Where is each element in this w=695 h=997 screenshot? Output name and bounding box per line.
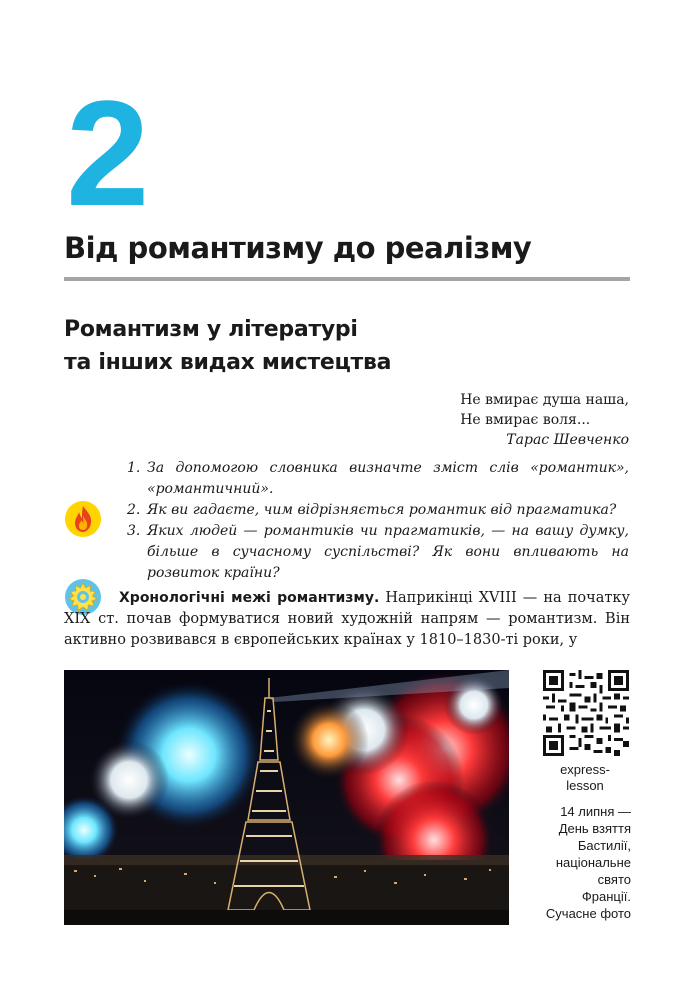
chapter-number: 2 — [66, 69, 150, 237]
epigraph-line-1: Не вмирає душа наша, — [460, 392, 629, 408]
qr-code[interactable] — [543, 670, 629, 756]
body-paragraph — [64, 588, 630, 651]
qr-caption-line-1: express- — [560, 762, 610, 777]
qr-caption — [530, 762, 640, 794]
question-item — [127, 458, 629, 500]
question-number: 3. — [127, 523, 141, 539]
fire-icon — [64, 500, 102, 538]
chapter-title: Від романтизму до реалізму — [64, 231, 532, 265]
question-text: За допомогою словника визначте зміст слів «романтик», «романтичний». — [147, 460, 629, 497]
section-title — [64, 313, 391, 379]
fireworks-photo — [64, 670, 509, 925]
epigraph-author: Тарас Шевченко — [506, 432, 629, 448]
question-item — [127, 521, 629, 584]
question-text: Як ви гадаєте, чим відрізняється романтик від прагматика? — [147, 502, 617, 518]
question-list — [127, 458, 629, 584]
paragraph-text: Наприкінці XVIII — на початку XIX ст. почав формуватися новий художній напрям — романтизм. Він активно розвивався в європейських країнах у 1810–1830-ті роки, у — [64, 590, 630, 648]
question-item — [127, 500, 629, 521]
epigraph-line-2: Не вмирає воля... — [460, 412, 591, 428]
question-number: 2. — [127, 502, 141, 518]
epigraph — [460, 390, 629, 450]
section-title-line-1: Романтизм у літературі — [64, 317, 358, 342]
section-title-line-2: та інших видах мистецтва — [64, 350, 392, 375]
photo-caption: 14 липня — День взяття Бастилії, національне свято Франції. Сучасне фото — [545, 804, 631, 921]
qr-caption-line-2: lesson — [566, 778, 604, 793]
chapter-divider — [64, 277, 630, 281]
question-text: Яких людей — романтиків чи прагматиків, — на вашу думку, більше в сучасному суспільстві? Як вони впливають на розвиток країни? — [147, 523, 629, 581]
question-number: 1. — [127, 460, 141, 476]
paragraph-heading: Хронологічні межі романтизму. — [119, 590, 380, 606]
